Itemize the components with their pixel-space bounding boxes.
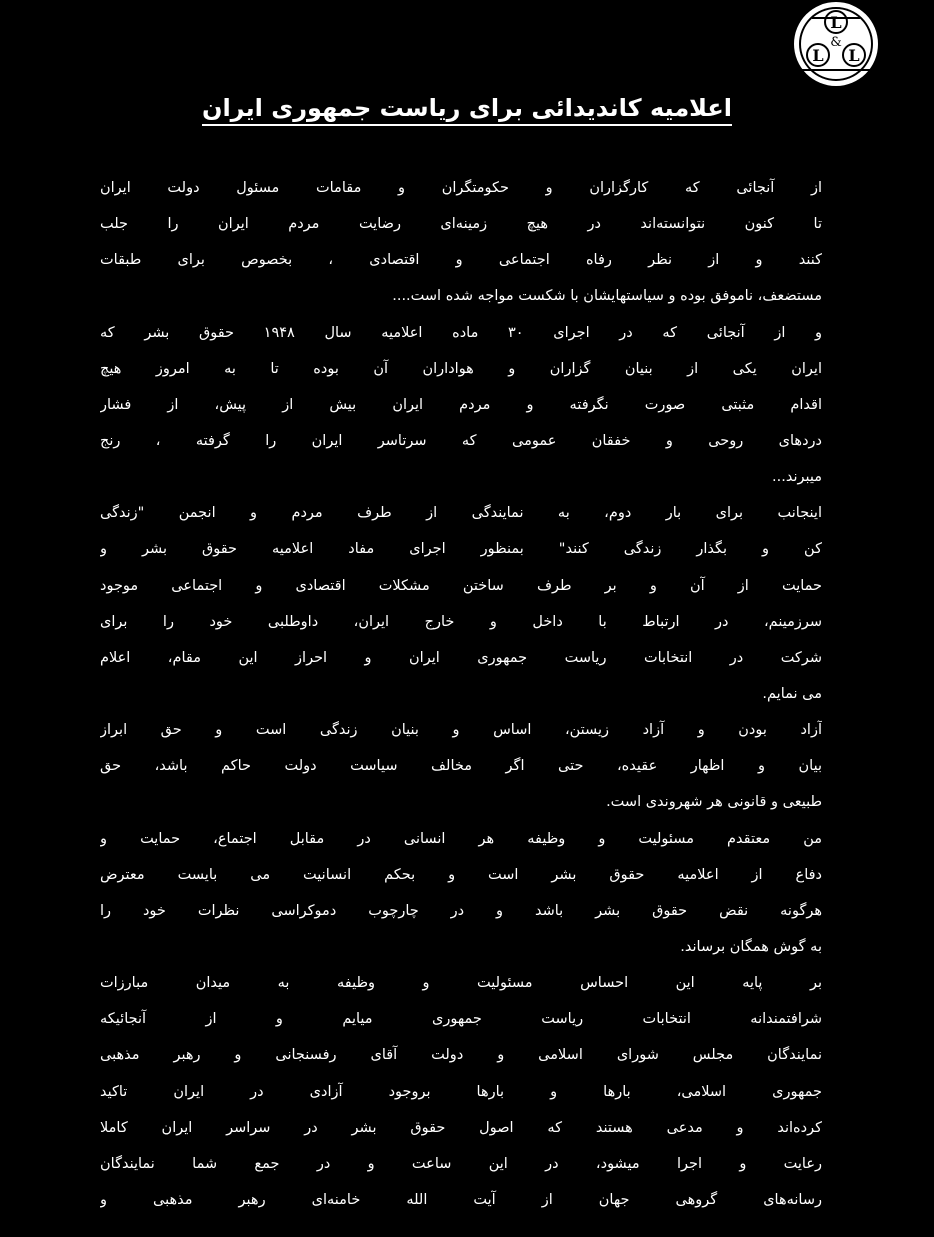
text-line: کن و بگذار زندگی کنند" بمنظور اجرای مفاد اعلامیه حقوق بشر و — [100, 541, 822, 558]
text-line: جمهوری اسلامی، بارها و بارها بروجود آزادی در ایران تاکید — [100, 1083, 822, 1100]
logo-letter-top: L — [830, 13, 842, 32]
document-body — [100, 170, 822, 1218]
text-line: از آنجائی که کارگزاران و حکومتگران و مقامات مسئول دولت ایران — [100, 180, 822, 196]
text-line: مستضعف، ناموفق بوده و سیاستهایشان با شکست مواجه شده است.... — [392, 288, 822, 305]
text-line: اینجانب برای بار دوم، به نمایندگی از طرف مردم و انجمن "زندگی — [100, 505, 822, 522]
text-line: دردهای روحی و خفقان عمومی که سرتاسر ایران را گرفته ، رنج — [100, 432, 822, 449]
text-line: شرکت در انتخابات ریاست جمهوری ایران و احراز این مقام، اعلام — [100, 649, 822, 666]
text-line: و از آنجائی که در اجرای ۳۰ ماده اعلامیه سال ۱۹۴۸ حقوق بشر که — [100, 324, 822, 341]
text-line: می نمایم. — [762, 685, 822, 702]
text-line: به گوش همگان برساند. — [680, 938, 822, 955]
text-line: دفاع از اعلامیه حقوق بشر است و بحکم انسانیت می بایست معترض — [100, 866, 822, 883]
logo-letter-left: L — [812, 46, 824, 65]
text-line: تا کنون نتوانسته‌اند در هیچ زمینه‌ای رضایت مردم ایران را جلب — [100, 216, 822, 233]
text-line: هرگونه نقض حقوق بشر باشد و در چارچوب دموکراسی نظرات خود را — [100, 902, 822, 919]
text-line: نمایندگان مجلس شورای اسلامی و دولت آقای رفسنجانی و رهبر مذهبی — [100, 1047, 822, 1064]
text-line: من معتقدم مسئولیت و وظیفه هر انسانی در مقابل اجتماع، حمایت و — [100, 830, 822, 847]
page-title-text: اعلامیه کاندیدائی برای ریاست جمهوری ایران — [202, 94, 732, 126]
logo-letter-right: L — [848, 46, 860, 65]
company-logo — [790, 0, 882, 88]
text-line: رعایت و اجرا میشود، در این ساعت و در جمع شما نمایندگان — [100, 1155, 822, 1172]
text-line: رسانه‌های گروهی جهان از آیت الله خامنه‌ای رهبر مذهبی و — [100, 1191, 822, 1208]
text-line: ایران یکی از بنیان گزاران و هواداران آن بوده تا به امروز هیچ — [100, 360, 822, 377]
text-line: حمایت از آن و بر طرف ساختن مشکلات اقتصادی و اجتماعی موجود — [100, 577, 822, 594]
text-line: بر پایه این احساس مسئولیت و وظیفه به میدان مبارزات — [100, 975, 822, 992]
text-line: سرزمینم، در ارتباط با داخل و خارج ایران، داوطلبی خود را برای — [100, 613, 822, 630]
text-line: کرده‌اند و مدعی هستند که اصول حقوق بشر در سراسر ایران کاملا — [100, 1119, 822, 1136]
text-line: آزاد بودن و آزاد زیستن، اساس و بنیان زندگی است و حق ابراز — [100, 722, 822, 739]
text-line: میبرند... — [772, 469, 822, 486]
text-line: اقدام مثبتی صورت نگرفته و مردم ایران بیش از پیش، از فشار — [100, 396, 822, 413]
text-line: شرافتمندانه انتخابات ریاست جمهوری میایم و از آنجائیکه — [100, 1011, 822, 1028]
text-line: بیان و اظهار عقیده، حتی اگر مخالف سیاست دولت حاکم باشد، حق — [100, 758, 822, 775]
text-line: کنند و از نظر رفاه اجتماعی و اقتصادی ، بخصوص برای طبقات — [100, 252, 822, 269]
text-line: طبیعی و قانونی هر شهروندی است. — [606, 794, 822, 811]
page-title — [160, 88, 774, 128]
logo-ampersand: & — [830, 35, 842, 50]
